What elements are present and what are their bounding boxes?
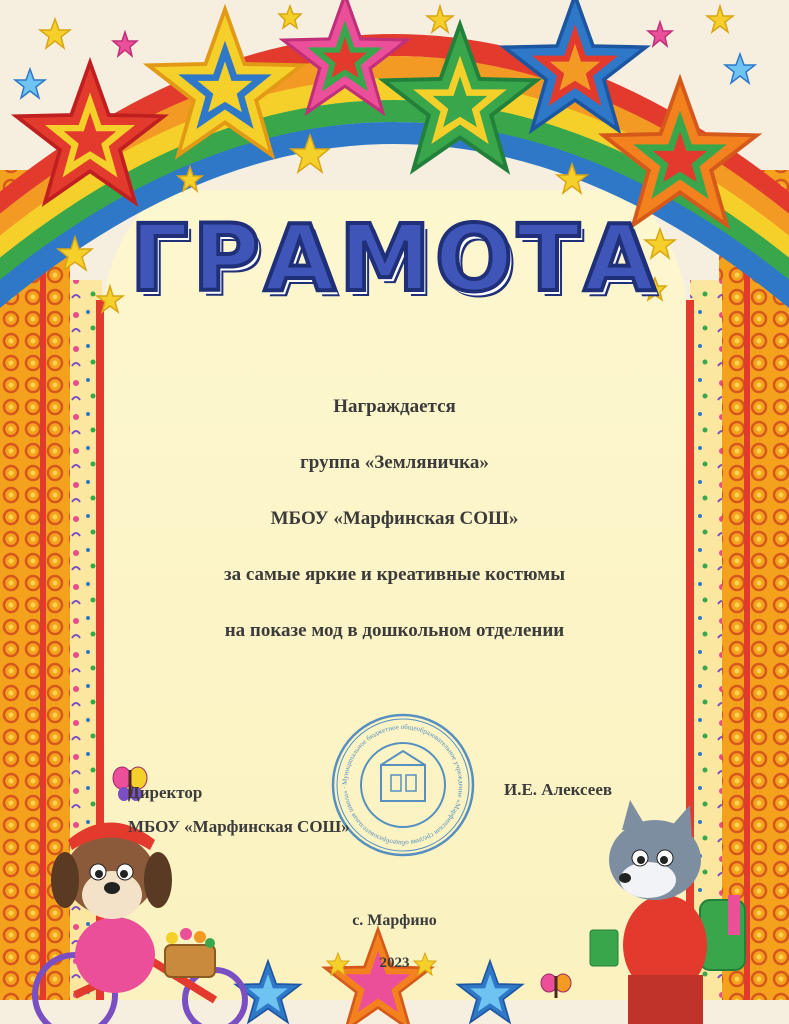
star-icon: [279, 6, 301, 28]
star-icon: [15, 69, 45, 98]
star-icon: [648, 22, 672, 46]
place: с. Марфино: [352, 912, 437, 929]
award-line: Награждается: [333, 396, 456, 417]
star-icon: [40, 19, 70, 48]
director-organization: МБОУ «Марфинская СОШ»: [128, 817, 350, 836]
star-icon: [603, 79, 756, 225]
director-position: Директор: [128, 783, 203, 802]
star-icon: [178, 167, 202, 191]
official-stamp: [333, 715, 473, 855]
director-name: И.Е. Алексеев: [504, 780, 613, 799]
butterfly-icon: [541, 974, 571, 998]
award-text: [0, 395, 789, 675]
svg-text:Муниципальное бюджетное общеоб: [341, 723, 465, 847]
star-icon: [504, 0, 646, 130]
award-line: группа «Земляничка»: [300, 452, 489, 473]
star-icon: [427, 6, 453, 32]
certificate-title: ГРАМОТА: [130, 205, 659, 312]
award-line: за самые яркие и креативные костюмы: [223, 564, 566, 585]
star-icon: [557, 164, 587, 193]
star-icon: [283, 0, 407, 113]
award-line: МБОУ «Марфинская СОШ»: [270, 508, 519, 529]
star-icon: [707, 6, 733, 32]
stamp-text: Муниципальное бюджетное общеобразовательное учреждение «Марфинская средняя общеобразовательная школа» · Московская область · городской округ Мытищи: [340, 722, 466, 848]
star-icon: [148, 9, 301, 155]
award-line: на показе мод в дошкольном отделении: [224, 620, 565, 641]
star-icon: [325, 929, 431, 1024]
star-icon: [291, 135, 329, 172]
year: 2023: [379, 955, 410, 971]
star-icon: [725, 54, 755, 83]
director-block: [128, 776, 350, 844]
star-icon: [113, 32, 137, 56]
